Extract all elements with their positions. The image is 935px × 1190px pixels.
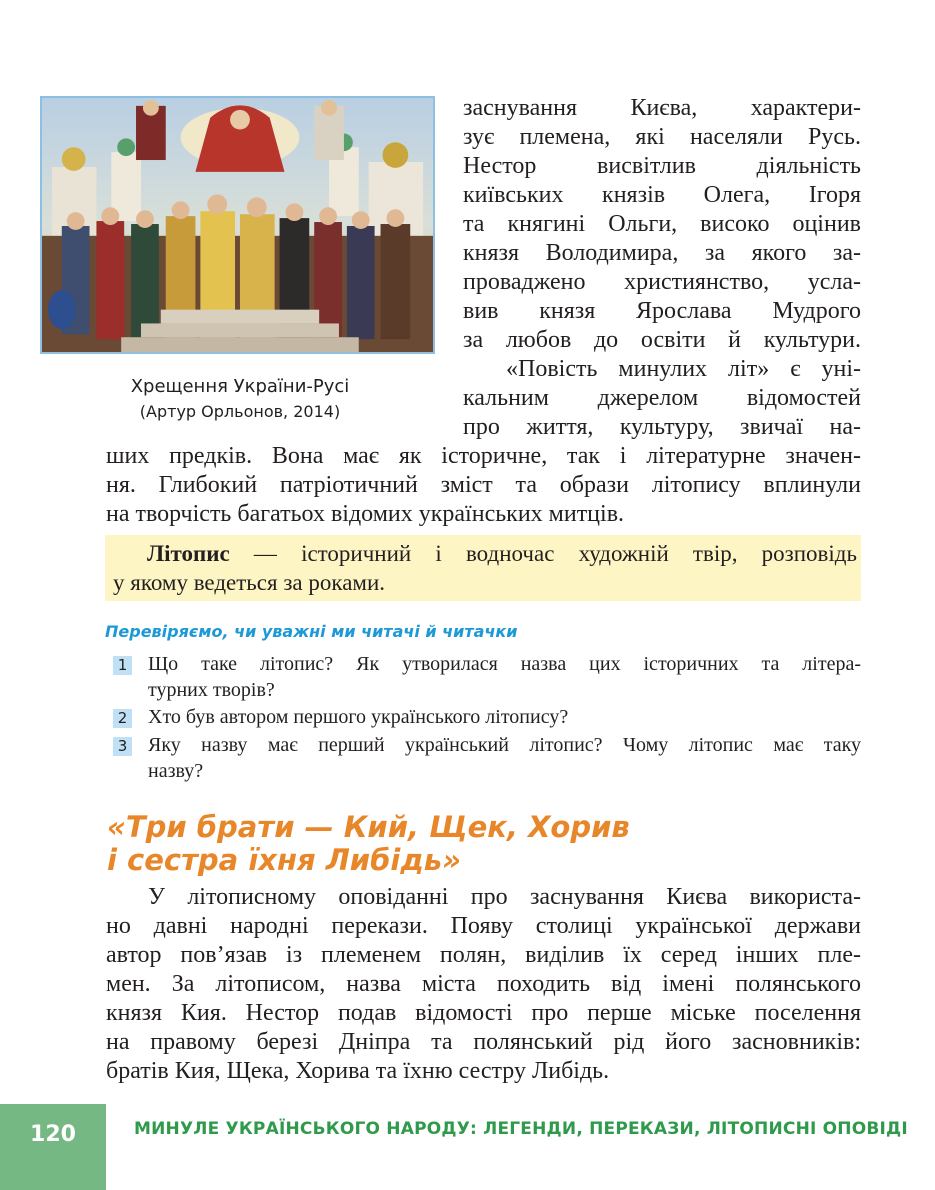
painting-image [40,96,435,354]
text-line: заснування Києва, характери- [463,95,861,121]
definition-text: — історичний і водночас художній твір, розповідь [229,541,857,566]
text-line: кальним джерелом відомостей [463,385,861,411]
question-text: Яку назву має перший український літопис? Чому літопис має таку [148,734,861,756]
text-line: мен. За літописом, назва міста походить від імені полянського [106,971,861,997]
text-line: за любов до освіти й культури. [463,327,861,353]
question-text: Хто був автором першого українського літопису? [148,706,569,728]
text-line: но давні народні перекази. Появу столиці української держави [106,913,861,939]
questions-heading: Перевіряємо, чи уважні ми читачі й читачки [105,622,518,641]
section-title-line-1: «Три брати — Кий, Щек, Хорив [107,810,630,844]
text-line: вив князя Ярослава Мудрого [463,298,861,324]
page-number: 120 [30,1122,76,1147]
text-line: київських князів Олега, Ігоря [463,182,861,208]
running-title: МИНУЛЕ УКРАЇНСЬКОГО НАРОДУ: ЛЕГЕНДИ, ПЕРЕКАЗИ, ЛІТОПИСНІ ОПОВІДІ [134,1119,908,1139]
section-title-line-2: і сестра їхня Либідь» [107,843,461,877]
text-line: князя Кия. Нестор подав відомості про перше міське поселення [106,1000,861,1026]
text-line: «Повість минулих літ» є уні- [506,356,861,382]
text-line: про життя, культуру, звичаї на- [463,414,861,440]
question-text-cont: назву? [148,760,204,782]
question-text-cont: турних творів? [148,679,275,701]
caption-author: (Артур Орльонов, 2014) [139,402,341,421]
text-line: ня. Глибокий патріотичний зміст та образи літопису вплинули [106,472,861,498]
page-number-tab [0,1104,106,1190]
text-line: на творчість багатьох відомих українських митців. [106,501,625,527]
question-number: 2 [113,709,132,728]
text-line: Нестор висвітлив діяльність [463,153,861,179]
definition-line-1 [147,539,857,568]
question-number: 1 [113,656,132,675]
text-line: ших предків. Вона має як історичне, так і літературне значен- [106,443,861,469]
text-line: на правому березі Дніпра та полянський рід його засновників: [106,1029,861,1055]
text-line: та княгині Ольги, високо оцінив [463,211,861,237]
figure-caption [100,374,380,424]
text-line: проваджено християнство, усла- [463,269,861,295]
definition-box [105,535,861,601]
text-line: князя Володимира, за якого за- [463,240,861,266]
definition-line-2: у якому ведеться за роками. [113,570,386,595]
definition-term: Літопис [147,541,230,566]
painting-illustration [42,98,433,352]
question-number: 3 [113,737,132,756]
text-line: У літописному оповіданні про заснування Києва використа- [148,884,861,910]
text-line: автор пов’язав із племенем полян, виділив їх серед інших пле- [106,942,861,968]
caption-title: Хрещення України-Русі [130,376,350,397]
text-line: зує племена, які населяли Русь. [463,124,861,150]
text-line: братів Кия, Щека, Хорива та їхню сестру Либідь. [106,1058,610,1084]
question-text: Що таке літопис? Як утворилася назва цих історичних та літера- [148,653,861,675]
